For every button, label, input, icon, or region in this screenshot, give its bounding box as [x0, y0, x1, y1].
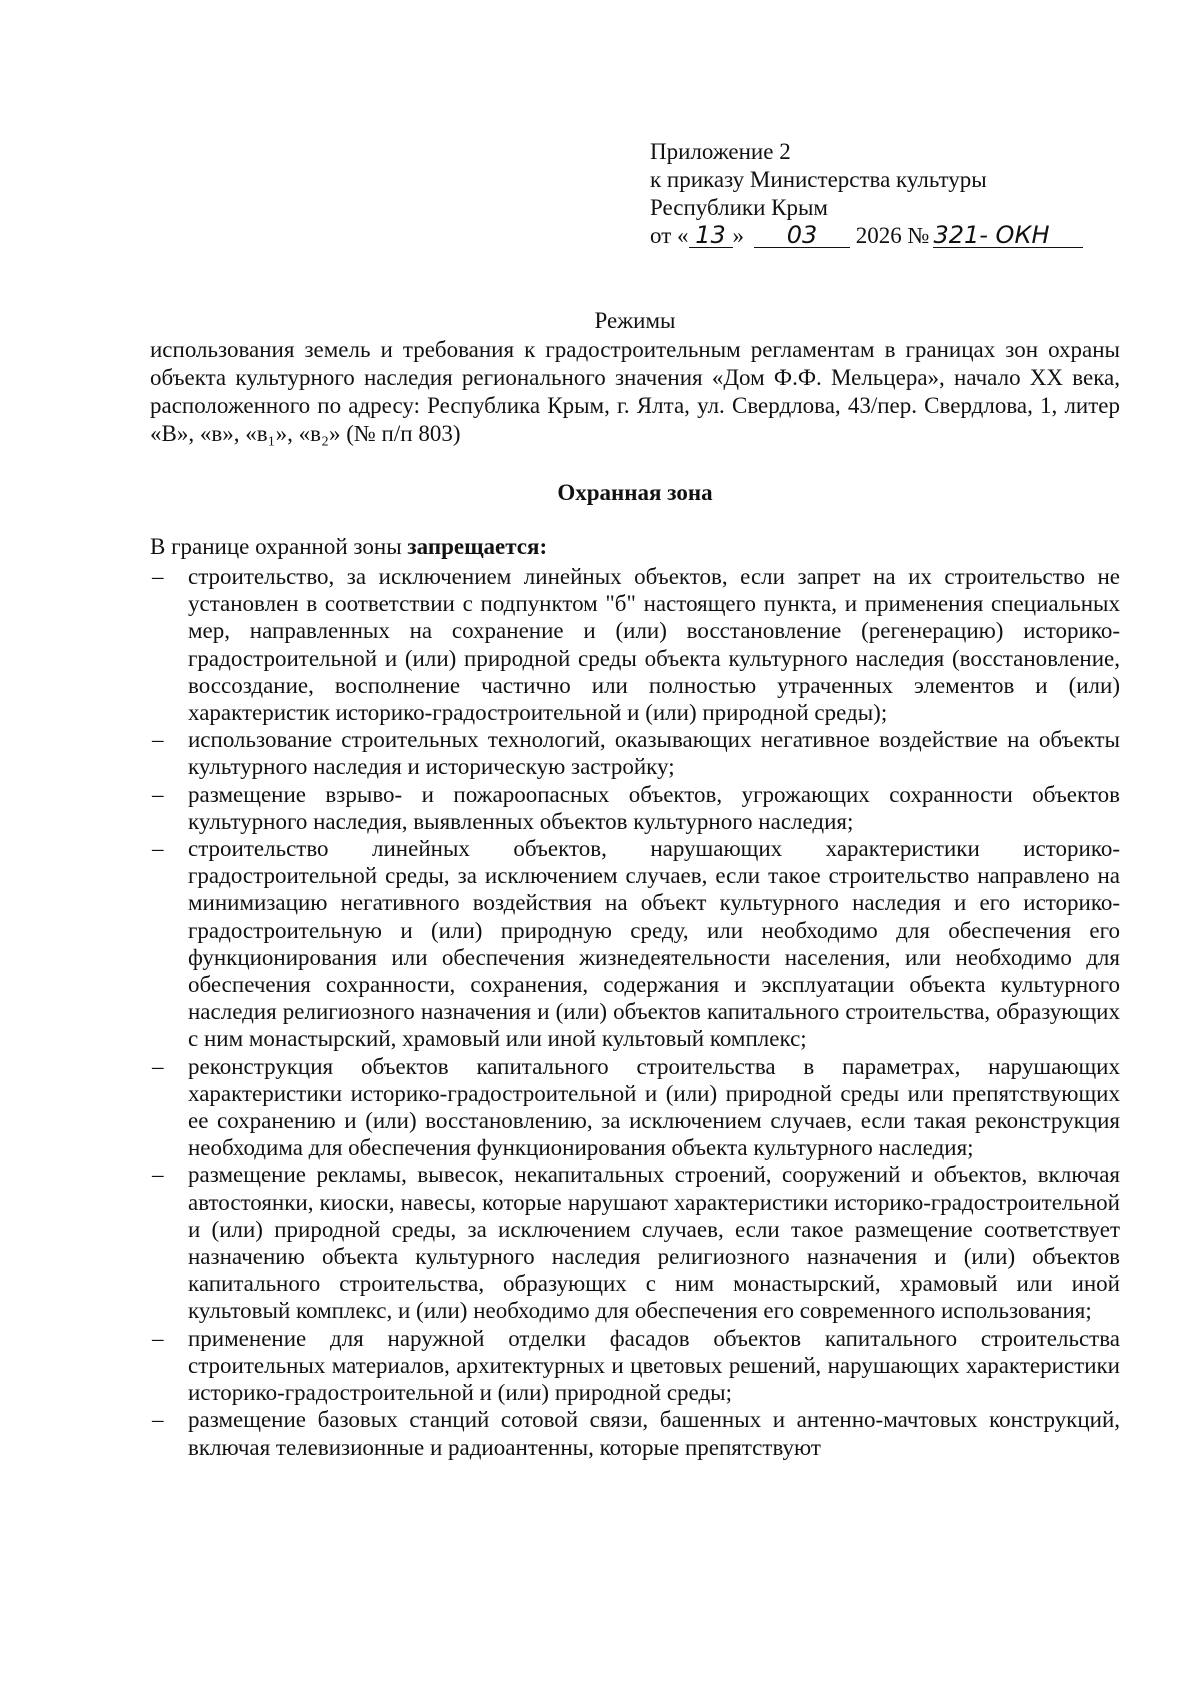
- appendix-line: Приложение 2: [650, 139, 791, 164]
- section-heading: Охранная зона: [557, 480, 713, 505]
- list-item: – строительство линейных объектов, нарушающих характеристики историко-градостроительной среды, за исключением случаев, если такое строительство направлено на минимизацию негативного воздействия на объект культурного наследия и его историко-градостроительную и (или) природную среду, или необходимо для обеспечения его функционирования или обеспечения жизнедеятельности населения, или необходимо для обеспечения сохранности, сохранения, содержания и эксплуатации объекта культурного наследия религиозного назначения и (или) объектов капитального строительства, образующих с ним монастырский, храмовый или иной культовый комплекс;: [150, 835, 1120, 1053]
- list-item: – размещение базовых станций сотовой связи, башенных и антенно-мачтовых конструкций, включая телевизионные и радиоантенны, которые препятствуют: [150, 1406, 1120, 1460]
- list-item: – использование строительных технологий, оказывающих негативное воздействие на объекты культурного наследия и историческую застройку;: [150, 726, 1120, 780]
- date-year-number-label: 2026 №: [855, 223, 930, 248]
- list-item: – применение для наружной отделки фасадов объектов капитального строительства строительных материалов, архитектурных и цветовых решений, нарушающих характеристики историко-градостроительной и (или) природной среды;: [150, 1325, 1120, 1407]
- list-item: – строительство, за исключением линейных объектов, если запрет на их строительство не установлен в соответствии с подпунктом "б" настоящего пункта, и применения специальных мер, направленных на сохранение и (или) восстановление (регенерацию) историко-градостроительной и (или) природной среды объекта культурного наследия (восстановление, воссоздание, восполнение частично или полностью утраченных элементов и (или) характеристик историко-градостроительной и (или) природной среды);: [150, 563, 1120, 726]
- order-date-line: [650, 222, 1130, 250]
- document-subtitle: использования земель и требования к градостроительным регламентам в границах зон охраны объекта культурного наследия регионального значения «Дом Ф.Ф. Мельцера», начало XX века, расположенного по адресу: Республика Крым, г. Ялта, ул. Свердлова, 43/пер. Свердлова, 1, литер «В», «в», «в₁», «в₂» (№ п/п 803): [150, 337, 1120, 446]
- date-prefix: от «: [650, 223, 689, 248]
- date-mid: »: [732, 223, 744, 248]
- handwritten-day: 13: [689, 223, 733, 248]
- list-item: – размещение рекламы, вывесок, некапитальных строений, сооружений и объектов, включая автостоянки, киоски, навесы, которые нарушают характеристики историко-градостроительной и (или) природной среды, за исключением случаев, если такое размещение соответствует назначению объекта культурного наследия религиозного назначения и (или) объектов капитального строительства, образующих с ним монастырский, храмовый или иной культовый комплекс, и (или) необходимо для обеспечения его современного использования;: [150, 1161, 1120, 1324]
- intro-bold-text: запрещается:: [407, 534, 548, 559]
- document-title: Режимы: [594, 308, 676, 333]
- intro-text: В границе охранной зоны: [150, 534, 408, 559]
- list-item: – реконструкция объектов капитального строительства в параметрах, нарушающих характеристики историко-градостроительной и (или) природной среды или препятствующих ее сохранению и (или) восстановлению, за исключением случаев, если такая реконструкция необходима для обеспечения функционирования объекта культурного наследия;: [150, 1053, 1120, 1162]
- handwritten-month: 03: [754, 223, 850, 248]
- prohibitions-list: [150, 563, 1120, 1461]
- intro-paragraph: [150, 533, 1120, 561]
- appendix-line: Республики Крым: [650, 195, 828, 220]
- list-item: – размещение взрыво- и пожароопасных объектов, угрожающих сохранности объектов культурного наследия, выявленных объектов культурного наследия;: [150, 781, 1120, 835]
- handwritten-order-number: 321- ОКН: [933, 223, 1083, 248]
- appendix-line: к приказу Министерства культуры: [650, 167, 987, 192]
- appendix-header: [650, 138, 1130, 250]
